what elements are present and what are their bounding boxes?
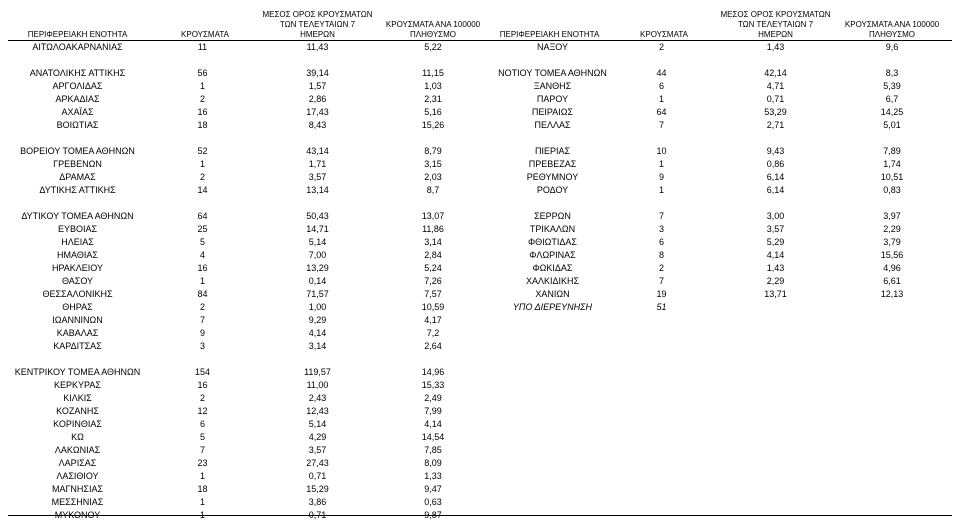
left-cell-region: ΛΑΡΙΣΑΣ	[58, 458, 97, 468]
left-cell-region: ΚΕΡΚΥΡΑΣ	[54, 380, 101, 390]
left-cell-avg7: 4,29	[308, 432, 327, 442]
left-cell-avg7: 2,86	[308, 94, 327, 104]
right-cell-per100k: 9,6	[885, 42, 899, 52]
right-header-region: ΠΕΡΙΦΕΡΕΙΑΚΗ ΕΝΟΤΗΤΑ	[499, 30, 600, 39]
left-cell-per100k: 3,15	[424, 159, 442, 169]
right-cell-per100k: 3,97	[883, 211, 901, 221]
right-cell-region: ΤΡΙΚΑΛΩΝ	[529, 224, 576, 234]
left-cell-cases: 56	[197, 68, 208, 78]
left-cell-cases: 2	[199, 393, 205, 403]
right-cell-avg7: 6,14	[766, 172, 785, 182]
left-cell-cases: 16	[197, 380, 208, 390]
left-cell-region: ΕΥΒΟΙΑΣ	[57, 224, 98, 234]
right-header-rule	[492, 40, 952, 41]
left-cell-avg7: 12,43	[306, 406, 329, 416]
left-cell-cases: 9	[199, 328, 205, 338]
right-cell-avg7: 3,00	[766, 211, 785, 221]
right-cell-cases: 19	[656, 289, 667, 299]
left-cell-per100k: 2,49	[424, 393, 442, 403]
right-cell-cases: 3	[658, 224, 664, 234]
left-cell-avg7: 2,43	[308, 393, 327, 403]
left-cell-region: ΜΕΣΣΗΝΙΑΣ	[51, 497, 104, 507]
left-cell-region: ΒΟΙΩΤΙΑΣ	[56, 120, 99, 130]
left-cell-cases: 154	[194, 367, 211, 377]
left-cell-cases: 1	[199, 510, 205, 520]
right-cell-per100k: 15,56	[880, 250, 904, 260]
left-cell-avg7: 14,71	[306, 224, 329, 234]
left-cell-region: ΑΡΓΟΛΙΔΑΣ	[52, 81, 103, 91]
right-header-cases: ΚΡΟΥΣΜΑΤΑ	[640, 30, 688, 39]
left-cell-per100k: 3,14	[424, 237, 442, 247]
right-cell-avg7: 1,43	[766, 42, 785, 52]
right-cell-avg7: 2,71	[766, 120, 785, 130]
left-cell-cases: 4	[199, 250, 205, 260]
right-cell-region: ΦΛΩΡΙΝΑΣ	[529, 250, 576, 260]
left-cell-region: ΘΗΡΑΣ	[62, 302, 93, 312]
left-cell-avg7: 5,14	[308, 419, 327, 429]
left-cell-region: ΒΟΡΕΙΟΥ ΤΟΜΕΑ ΑΘΗΝΩΝ	[20, 146, 135, 156]
left-cell-region: ΜΥΚΟΝΟΥ	[54, 510, 101, 520]
left-cell-cases: 12	[197, 406, 208, 416]
right-cell-region: ΠΙΕΡΙΑΣ	[534, 146, 571, 156]
left-cell-cases: 2	[199, 172, 205, 182]
right-header-per100k: ΚΡΟΥΣΜΑΤΑ ΑΝΑ 100000 ΠΛΗΘΥΣΜΟ	[844, 20, 940, 39]
left-cell-per100k: 5,24	[424, 263, 442, 273]
left-cell-per100k: 4,17	[424, 315, 442, 325]
left-cell-avg7: 11,43	[306, 42, 329, 52]
right-cell-avg7: 3,57	[766, 224, 785, 234]
left-cell-avg7: 9,29	[308, 315, 327, 325]
right-cell-avg7: 2,29	[766, 276, 785, 286]
left-cell-per100k: 8,09	[424, 458, 442, 468]
right-cell-per100k: 14,25	[880, 107, 904, 117]
left-cell-region: ΑΝΑΤΟΛΙΚΗΣ ΑΤΤΙΚΗΣ	[29, 68, 126, 78]
right-cell-cases: 1	[658, 94, 664, 104]
left-cell-per100k: 4,14	[424, 419, 442, 429]
right-cell-per100k: 8,3	[885, 68, 899, 78]
right-cell-per100k: 5,39	[883, 81, 901, 91]
right-cell-avg7: 9,43	[766, 146, 785, 156]
left-cell-avg7: 50,43	[306, 211, 329, 221]
left-cell-region: ΗΛΕΙΑΣ	[61, 237, 94, 247]
left-cell-cases: 18	[197, 120, 208, 130]
left-cell-cases: 18	[197, 484, 208, 494]
right-cell-cases: 7	[658, 120, 664, 130]
left-cell-cases: 16	[197, 263, 208, 273]
left-cell-avg7: 71,57	[306, 289, 329, 299]
left-cell-region: ΛΑΚΩΝΙΑΣ	[54, 445, 101, 455]
right-cell-region: ΡΕΘΥΜΝΟΥ	[526, 172, 579, 182]
left-cell-per100k: 5,16	[424, 107, 442, 117]
left-cell-avg7: 17,43	[306, 107, 329, 117]
right-cell-avg7: 1,43	[766, 263, 785, 273]
right-cell-avg7: 4,71	[766, 81, 785, 91]
left-cell-region: ΚΩ	[71, 432, 84, 442]
left-cell-per100k: 7,85	[424, 445, 442, 455]
left-cell-cases: 14	[197, 185, 208, 195]
right-cell-avg7: 4,14	[766, 250, 785, 260]
left-cell-per100k: 7,26	[424, 276, 442, 286]
left-cell-avg7: 0,71	[308, 471, 327, 481]
left-cell-avg7: 27,43	[306, 458, 329, 468]
bottom-rule	[8, 515, 952, 516]
left-cell-per100k: 2,84	[424, 250, 442, 260]
left-cell-cases: 1	[199, 81, 205, 91]
left-cell-cases: 64	[197, 211, 208, 221]
left-cell-avg7: 13,14	[306, 185, 329, 195]
left-cell-per100k: 2,03	[424, 172, 442, 182]
left-cell-per100k: 11,86	[422, 224, 444, 234]
left-cell-region: ΘΑΣΟΥ	[61, 276, 94, 286]
left-cell-per100k: 7,57	[424, 289, 442, 299]
left-cell-region: ΑΧΑΪΑΣ	[61, 107, 94, 117]
left-cell-cases: 1	[199, 276, 205, 286]
left-cell-per100k: 5,22	[424, 42, 442, 52]
left-cell-per100k: 1,33	[424, 471, 442, 481]
right-cell-cases: 44	[656, 68, 667, 78]
left-cell-avg7: 0,71	[308, 510, 327, 520]
left-cell-avg7: 11,00	[306, 380, 329, 390]
left-cell-avg7: 13,29	[306, 263, 329, 273]
left-cell-per100k: 10,59	[421, 302, 445, 312]
right-cell-per100k: 1,74	[883, 159, 901, 169]
left-cell-cases: 7	[199, 315, 205, 325]
left-cell-region: ΔΡΑΜΑΣ	[59, 172, 96, 182]
right-cell-per100k: 6,61	[883, 276, 901, 286]
right-cell-cases: 9	[658, 172, 664, 182]
left-cell-avg7: 119,57	[304, 367, 331, 377]
right-cell-per100k: 12,13	[880, 289, 904, 299]
left-cell-per100k: 9,47	[424, 484, 442, 494]
left-cell-region: ΚΑΡΔΙΤΣΑΣ	[53, 341, 102, 351]
left-cell-region: ΑΙΤΩΛΟΑΚΑΡΝΑΝΙΑΣ	[32, 42, 123, 52]
left-cell-avg7: 3,14	[308, 341, 327, 351]
right-cell-avg7: 42,14	[764, 68, 787, 78]
left-cell-avg7: 39,14	[306, 68, 329, 78]
right-cell-cases: 6	[658, 81, 664, 91]
right-cell-cases: 64	[656, 107, 667, 117]
right-cell-cases: 2	[658, 263, 664, 273]
right-cell-avg7: 53,29	[764, 107, 787, 117]
right-cell-region: ΠΕΙΡΑΙΩΣ	[531, 107, 574, 117]
left-cell-region: ΗΜΑΘΙΑΣ	[57, 250, 98, 260]
right-cell-per100k: 2,29	[883, 224, 901, 234]
left-cell-region: ΔΥΤΙΚΟΥ ΤΟΜΕΑ ΑΘΗΝΩΝ	[21, 211, 134, 221]
left-cell-region: ΚΕΝΤΡΙΚΟΥ ΤΟΜΕΑ ΑΘΗΝΩΝ	[14, 367, 141, 377]
left-cell-region: ΑΡΚΑΔΙΑΣ	[55, 94, 100, 104]
right-cell-region: ΦΘΙΩΤΙΔΑΣ	[528, 237, 577, 247]
left-cell-per100k: 2,31	[424, 94, 442, 104]
left-cell-avg7: 0,14	[308, 276, 327, 286]
left-cell-cases: 25	[197, 224, 208, 234]
left-cell-per100k: 15,33	[421, 380, 445, 390]
right-cell-cases: 10	[656, 146, 667, 156]
right-cell-cases: 2	[658, 42, 664, 52]
right-cell-region: ΝΑΞΟΥ	[536, 42, 569, 52]
left-cell-cases: 11	[197, 42, 208, 52]
right-cell-region: ΠΡΕΒΕΖΑΣ	[528, 159, 577, 169]
right-cell-region: ΧΑΝΙΩΝ	[535, 289, 570, 299]
left-cell-region: ΚΟΡΙΝΘΙΑΣ	[53, 419, 102, 429]
right-cell-cases: 51	[656, 302, 667, 312]
left-cell-cases: 6	[199, 419, 205, 429]
left-cell-avg7: 4,14	[308, 328, 327, 338]
right-cell-avg7: 0,86	[766, 159, 785, 169]
right-cell-per100k: 10,51	[880, 172, 904, 182]
left-cell-avg7: 7,00	[308, 250, 327, 260]
left-cell-per100k: 0,63	[424, 497, 442, 507]
left-cell-region: ΓΡΕΒΕΝΩΝ	[53, 159, 102, 169]
left-cell-per100k: 8,7	[426, 185, 440, 195]
left-cell-per100k: 14,96	[421, 367, 445, 377]
left-cell-cases: 84	[197, 289, 208, 299]
left-cell-region: ΗΡΑΚΛΕΙΟΥ	[51, 263, 104, 273]
right-cell-cases: 6	[658, 237, 664, 247]
left-cell-per100k: 14,54	[421, 432, 445, 442]
left-cell-region: ΜΑΓΝΗΣΙΑΣ	[51, 484, 104, 494]
left-cell-cases: 1	[199, 159, 205, 169]
right-cell-region: ΠΑΡΟΥ	[536, 94, 569, 104]
right-cell-avg7: 5,29	[766, 237, 785, 247]
right-cell-region: ΣΕΡΡΩΝ	[534, 211, 571, 221]
left-cell-avg7: 3,57	[308, 172, 327, 182]
right-cell-cases: 1	[658, 159, 664, 169]
left-cell-per100k: 7,99	[424, 406, 442, 416]
right-cell-region: ΥΠΟ ΔΙΕΡΕΥΝΗΣΗ	[512, 302, 593, 312]
left-header-avg7: ΜΕΣΟΣ ΟΡΟΣ ΚΡΟΥΣΜΑΤΩΝ ΤΩΝ ΤΕΛΕΥΤΑΙΩΝ 7 ΗΜΕΡΩΝ	[262, 10, 373, 39]
right-cell-cases: 7	[658, 211, 664, 221]
left-cell-per100k: 8,79	[424, 146, 442, 156]
left-cell-region: ΙΩΑΝΝΙΝΩΝ	[52, 315, 103, 325]
left-header-per100k: ΚΡΟΥΣΜΑΤΑ ΑΝΑ 100000 ΠΛΗΘΥΣΜΟ	[385, 20, 481, 39]
left-cell-cases: 1	[199, 471, 205, 481]
left-header-cases: ΚΡΟΥΣΜΑΤΑ	[181, 30, 229, 39]
left-cell-per100k: 11,15	[422, 68, 444, 78]
left-cell-region: ΚΑΒΑΛΑΣ	[56, 328, 99, 338]
left-cell-per100k: 13,07	[421, 211, 445, 221]
left-cell-region: ΚΟΖΑΝΗΣ	[56, 406, 99, 416]
right-cell-per100k: 6,7	[885, 94, 899, 104]
right-cell-cases: 7	[658, 276, 664, 286]
right-header-avg7: ΜΕΣΟΣ ΟΡΟΣ ΚΡΟΥΣΜΑΤΩΝ ΤΩΝ ΤΕΛΕΥΤΑΙΩΝ 7 ΗΜΕΡΩΝ	[720, 10, 831, 39]
right-cell-avg7: 0,71	[766, 94, 785, 104]
right-cell-region: ΝΟΤΙΟΥ ΤΟΜΕΑ ΑΘΗΝΩΝ	[498, 68, 607, 78]
left-cell-cases: 23	[197, 458, 208, 468]
left-cell-cases: 5	[199, 237, 205, 247]
right-cell-cases: 8	[658, 250, 664, 260]
right-cell-cases: 1	[658, 185, 664, 195]
left-cell-region: ΚΙΛΚΙΣ	[63, 393, 92, 403]
left-cell-avg7: 15,29	[306, 484, 329, 494]
left-cell-region: ΔΥΤΙΚΗΣ ΑΤΤΙΚΗΣ	[39, 185, 116, 195]
left-cell-per100k: 9,87	[424, 510, 442, 520]
right-cell-region: ΦΩΚΙΔΑΣ	[532, 263, 573, 273]
left-header-region: ΠΕΡΙΦΕΡΕΙΑΚΗ ΕΝΟΤΗΤΑ	[27, 30, 128, 39]
right-cell-per100k: 0,83	[883, 185, 901, 195]
right-cell-region: ΞΑΝΘΗΣ	[533, 81, 572, 91]
left-cell-cases: 2	[199, 94, 205, 104]
left-cell-avg7: 43,14	[306, 146, 329, 156]
left-cell-cases: 3	[199, 341, 205, 351]
left-cell-cases: 1	[199, 497, 205, 507]
left-cell-region: ΛΑΣΙΘΙΟΥ	[56, 471, 99, 481]
left-cell-cases: 5	[199, 432, 205, 442]
left-cell-per100k: 15,26	[421, 120, 445, 130]
right-cell-region: ΡΟΔΟΥ	[536, 185, 569, 195]
left-cell-avg7: 8,43	[308, 120, 327, 130]
left-cell-avg7: 1,71	[308, 159, 327, 169]
left-cell-avg7: 5,14	[308, 237, 327, 247]
right-cell-region: ΧΑΛΚΙΔΙΚΗΣ	[525, 276, 580, 286]
left-cell-per100k: 2,64	[424, 341, 442, 351]
right-cell-per100k: 3,79	[883, 237, 901, 247]
left-cell-per100k: 7,2	[426, 328, 440, 338]
right-cell-per100k: 4,96	[883, 263, 901, 273]
left-cell-cases: 7	[199, 445, 205, 455]
left-cell-cases: 16	[197, 107, 208, 117]
right-cell-per100k: 7,89	[883, 146, 901, 156]
left-cell-avg7: 1,00	[308, 302, 327, 312]
left-cell-per100k: 1,03	[424, 81, 442, 91]
right-cell-avg7: 6,14	[766, 185, 785, 195]
left-cell-region: ΘΕΣΣΑΛΟΝΙΚΗΣ	[42, 289, 113, 299]
left-header-rule	[8, 40, 492, 41]
left-cell-cases: 2	[199, 302, 205, 312]
left-cell-avg7: 3,57	[308, 445, 327, 455]
right-cell-avg7: 13,71	[764, 289, 787, 299]
left-cell-cases: 52	[197, 146, 208, 156]
right-cell-region: ΠΕΛΛΑΣ	[534, 120, 571, 130]
right-cell-per100k: 5,01	[883, 120, 901, 130]
left-cell-avg7: 1,57	[308, 81, 327, 91]
left-cell-avg7: 3,86	[308, 497, 327, 507]
